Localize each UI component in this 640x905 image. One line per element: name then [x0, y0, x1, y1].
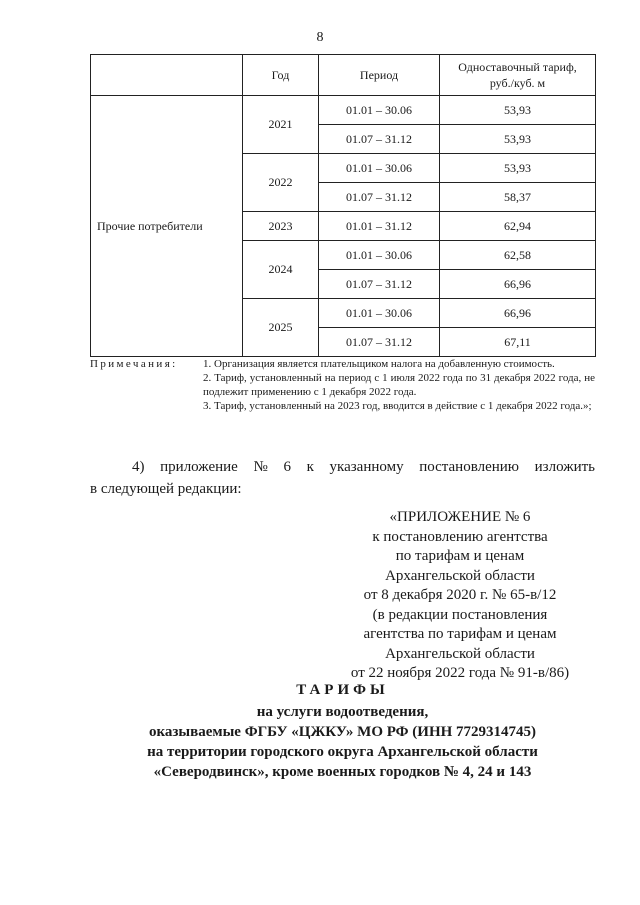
appendix-line: к постановлению агентства: [372, 528, 548, 545]
tariff-cell: 67,11: [440, 328, 596, 357]
note-item: 3. Тариф, установленный на 2023 год, вводится в действие с 1 декабря 2022 года.»;: [203, 400, 592, 412]
period-cell: 01.07 – 31.12: [319, 328, 440, 357]
tariff-table: [90, 54, 596, 357]
appendix-header: [330, 508, 590, 684]
title-line: на территории городского округа Архангельской области: [147, 744, 538, 760]
paragraph-word: приложение: [160, 459, 238, 475]
tariff-cell: 62,58: [440, 241, 596, 270]
notes-block: [90, 357, 595, 413]
paragraph-word: указанному: [329, 459, 404, 475]
appendix-line: по тарифам и ценам: [395, 548, 525, 564]
table-row: [91, 96, 596, 125]
appendix-line: от 22 ноября 2022 года № 91-в/86): [350, 665, 570, 681]
tariff-cell: 53,93: [440, 96, 596, 125]
title-line: «Северодвинск», кроме военных городков № 4, 24 и 143: [153, 764, 532, 780]
period-cell: 01.01 – 30.06: [319, 241, 440, 270]
header-tariff: Одноставочный тариф, руб./куб. м: [440, 55, 596, 96]
appendix-line: агентства по тарифам и ценам: [363, 626, 557, 642]
paragraph-word: 4): [132, 459, 145, 475]
document-title: [90, 680, 595, 782]
note-item: 1. Организация является плательщиком налога на добавленную стоимость.: [203, 358, 555, 370]
period-cell: 01.01 – 31.12: [319, 212, 440, 241]
appendix-line: от 8 декабря 2020 г. № 65-в/12: [363, 587, 557, 603]
page-number: 8: [316, 30, 324, 45]
period-cell: 01.07 – 31.12: [319, 183, 440, 212]
tariff-cell: 66,96: [440, 270, 596, 299]
note-item: 2. Тариф, установленный на период с 1 июля 2022 года по 31 декабря 2022 года, не подлежит применению с 1 декабря 2022 года.: [203, 372, 595, 398]
tariff-cell: 58,37: [440, 183, 596, 212]
body-paragraph: [90, 456, 595, 500]
header-consumer: [91, 55, 243, 96]
title-line: на услуги водоотведения,: [256, 704, 429, 720]
year-cell: 2022: [243, 154, 319, 212]
appendix-line: Архангельской области: [385, 567, 535, 584]
tariff-cell: 53,93: [440, 154, 596, 183]
title-line: оказываемые ФГБУ «ЦЖКУ» МО РФ (ИНН 7729314745): [148, 724, 537, 740]
consumer-cell: Прочие потребители: [91, 96, 243, 357]
paragraph-word: №: [253, 459, 268, 475]
paragraph-word: изложить: [534, 459, 595, 475]
period-cell: 01.01 – 30.06: [319, 299, 440, 328]
header-period: Период: [319, 55, 440, 96]
appendix-line: Архангельской области: [385, 645, 535, 662]
paragraph-word: 6: [283, 459, 291, 475]
period-cell: 01.07 – 31.12: [319, 270, 440, 299]
year-cell: 2024: [243, 241, 319, 299]
period-cell: 01.01 – 30.06: [319, 96, 440, 125]
header-year: Год: [243, 55, 319, 96]
appendix-line: «ПРИЛОЖЕНИЕ № 6: [389, 509, 531, 525]
period-cell: 01.01 – 30.06: [319, 154, 440, 183]
year-cell: 2021: [243, 96, 319, 154]
tariff-cell: 53,93: [440, 125, 596, 154]
paragraph-line: в следующей редакции:: [90, 481, 242, 497]
year-cell: 2025: [243, 299, 319, 357]
notes-label: Примечания:: [90, 358, 178, 370]
paragraph-word: к: [306, 459, 314, 475]
tariff-cell: 66,96: [440, 299, 596, 328]
title-main: ТАРИФЫ: [296, 682, 389, 698]
paragraph-word: постановлению: [419, 459, 519, 475]
appendix-line: (в редакции постановления: [372, 606, 548, 623]
year-cell: 2023: [243, 212, 319, 241]
table-header-row: [91, 55, 596, 96]
paragraph-line: [90, 456, 595, 478]
tariff-cell: 62,94: [440, 212, 596, 241]
period-cell: 01.07 – 31.12: [319, 125, 440, 154]
